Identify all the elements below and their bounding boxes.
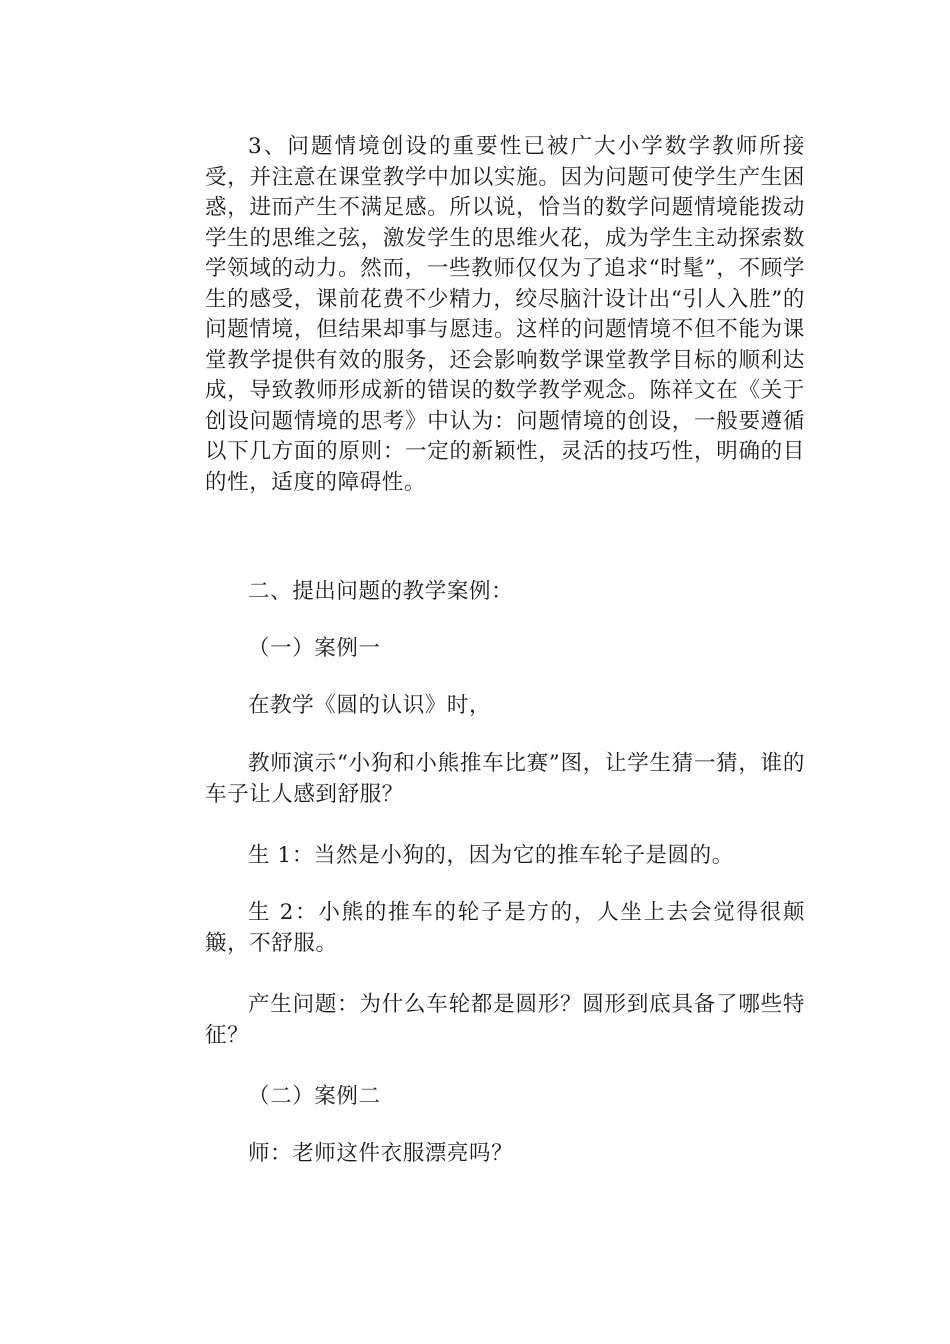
paragraph-case2-teacher: 师：老师这件衣服漂亮吗？	[248, 1141, 514, 1166]
paragraph-problem-raised: 产生问题：为什么车轮都是圆形？圆形到底具备了哪些特征？	[205, 992, 805, 1048]
case-heading-1: （一）案例一	[248, 636, 381, 661]
paragraph-student-1: 生 1：当然是小狗的，因为它的推车轮子是圆的。	[248, 843, 734, 868]
paragraph-case1-intro: 在教学《圆的认识》时，	[248, 693, 492, 718]
paragraph-student-2: 生 2：小熊的推车的轮子是方的，人坐上去会觉得很颠簸，不舒服。	[205, 900, 805, 956]
case-heading-2: （二）案例二	[248, 1084, 381, 1109]
section-heading-teaching-cases: 二、提出问题的教学案例：	[248, 579, 514, 604]
paragraph-problem-situation: 3、问题情境创设的重要性已被广大小学数学教师所接受，并注意在课堂教学中加以实施。因为问题可使学生产生困惑，进而产生不满足感。所以说，恰当的数学问题情境能拨动学生的思维之弦，激发学生的思维火花，成为学生主动探索数学领域的动力。然而，一些教师仅仅为了追求“时髦”，不顾学生的感受，课前花费不少精力，绞尽脑汁设计出“引人入胜”的问题情境，但结果却事与愿违。这样的问题情境不但不能为课堂教学提供有效的服务，还会影响数学课堂教学目标的顺利达成，导致教师形成新的错误的数学教学观念。陈祥文在《关于创设问题情境的思考》中认为：问题情境的创设，一般要遵循以下几方面的原则：一定的新颖性，灵活的技巧性，明确的目的性，适度的障碍性。	[205, 134, 805, 495]
paragraph-case1-demo: 教师演示“小狗和小熊推车比赛”图，让学生猜一猜，谁的车子让人感到舒服？	[205, 751, 805, 807]
